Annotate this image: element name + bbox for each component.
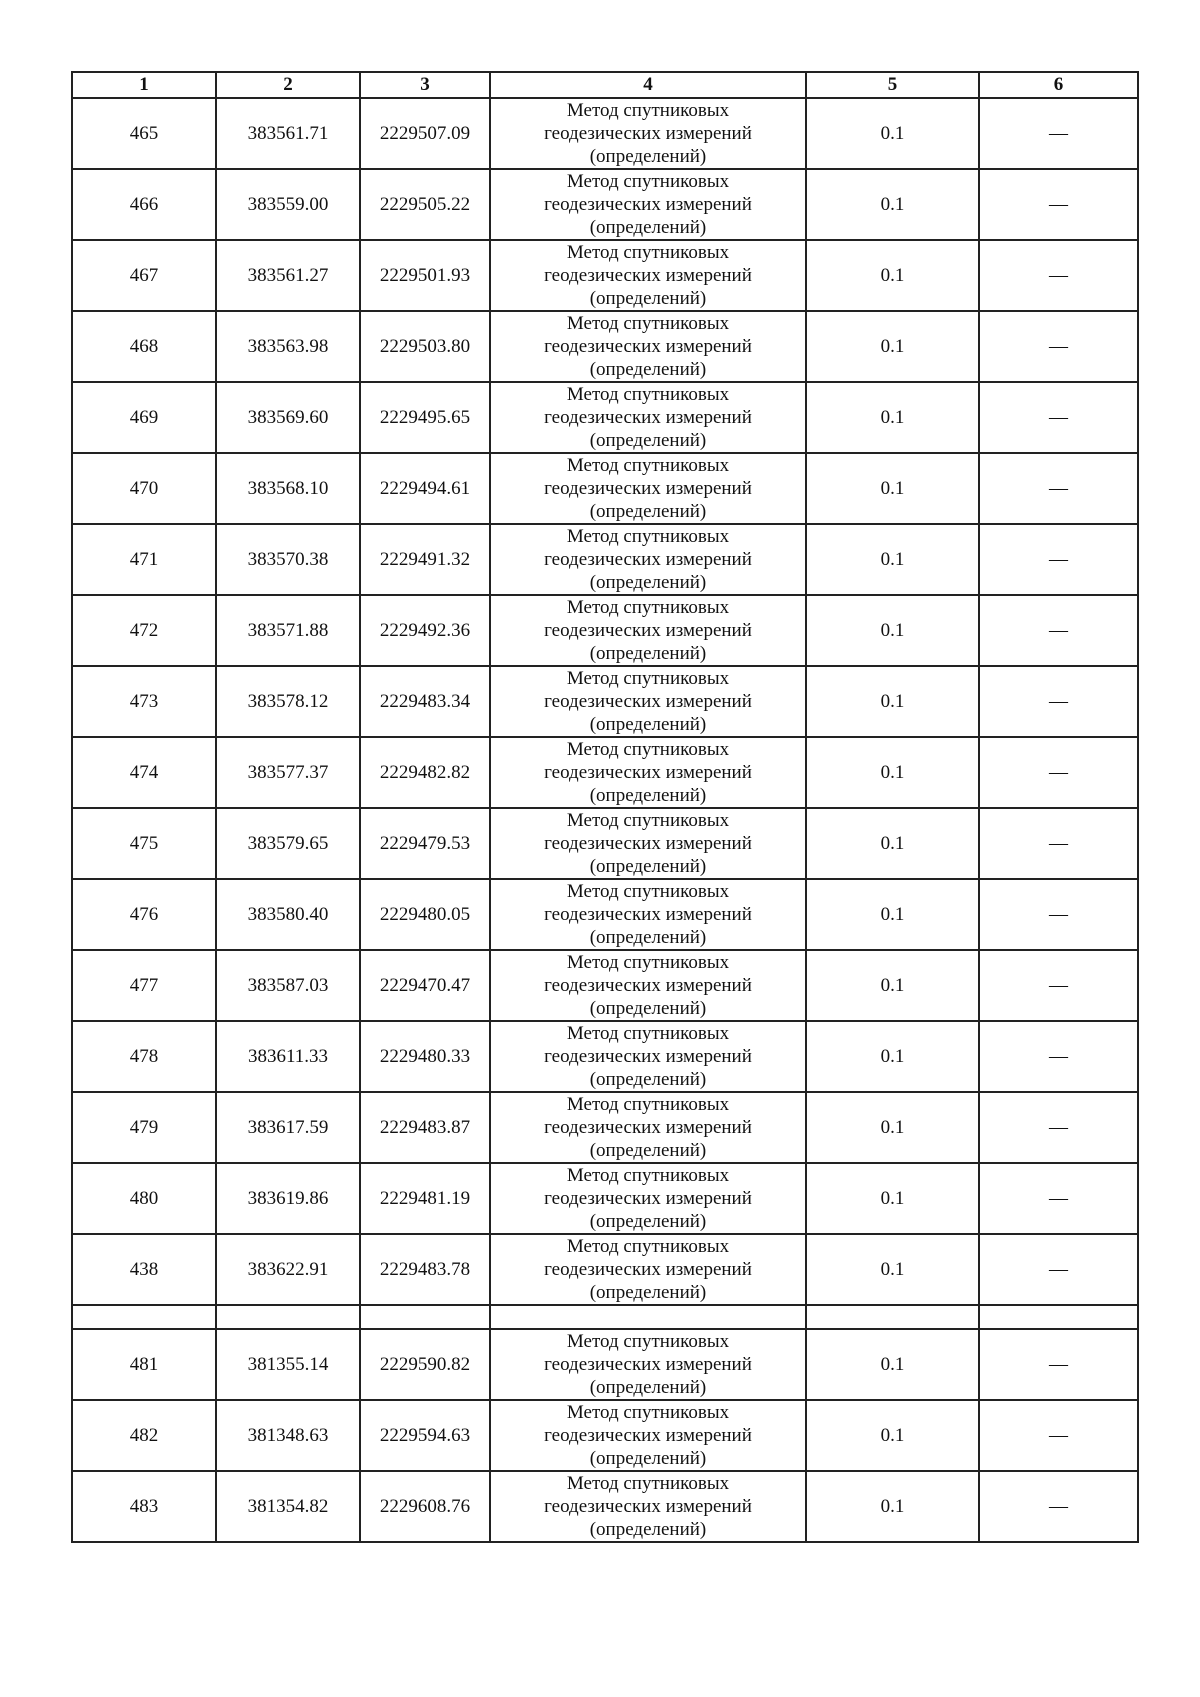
accuracy-cell: 0.1 bbox=[806, 808, 979, 879]
method-line: (определений) bbox=[589, 998, 707, 1019]
method-line: геодезических измерений bbox=[544, 1496, 752, 1517]
accuracy-cell: 0.1 bbox=[806, 950, 979, 1021]
method-line: Метод спутниковых bbox=[566, 1402, 730, 1423]
method-line: геодезических измерений bbox=[544, 194, 752, 215]
method-line: геодезических измерений bbox=[544, 691, 752, 712]
accuracy-cell: 0.1 bbox=[806, 382, 979, 453]
method-line: Метод спутниковых bbox=[566, 526, 730, 547]
accuracy-cell: 0.1 bbox=[806, 98, 979, 169]
point-number-cell: 472 bbox=[72, 595, 216, 666]
point-number-cell: 476 bbox=[72, 879, 216, 950]
note-cell: — bbox=[979, 524, 1138, 595]
y-coordinate-cell: 2229594.63 bbox=[360, 1400, 490, 1471]
method-line: Метод спутниковых bbox=[566, 384, 730, 405]
x-coordinate-cell: 383571.88 bbox=[216, 595, 360, 666]
accuracy-cell: 0.1 bbox=[806, 1021, 979, 1092]
note-cell: — bbox=[979, 595, 1138, 666]
table-row bbox=[72, 169, 1138, 240]
method-line: геодезических измерений bbox=[544, 620, 752, 641]
method-line: (определений) bbox=[589, 430, 707, 451]
x-coordinate-cell: 383577.37 bbox=[216, 737, 360, 808]
method-line: (определений) bbox=[589, 1519, 707, 1540]
method-line: Метод спутниковых bbox=[566, 171, 730, 192]
point-number-cell: 438 bbox=[72, 1234, 216, 1305]
method-line: (определений) bbox=[589, 1069, 707, 1090]
accuracy-cell: 0.1 bbox=[806, 879, 979, 950]
point-number-cell: 470 bbox=[72, 453, 216, 524]
method-line: (определений) bbox=[589, 856, 707, 877]
method-line: (определений) bbox=[589, 572, 707, 593]
note-cell: — bbox=[979, 1092, 1138, 1163]
method-cell bbox=[490, 524, 806, 595]
method-line: геодезических измерений bbox=[544, 1259, 752, 1280]
method-line: Метод спутниковых bbox=[566, 1094, 730, 1115]
empty-cell bbox=[806, 1305, 979, 1329]
method-line: Метод спутниковых bbox=[566, 597, 730, 618]
method-line: Метод спутниковых bbox=[566, 881, 730, 902]
y-coordinate-cell: 2229505.22 bbox=[360, 169, 490, 240]
table-row bbox=[72, 524, 1138, 595]
method-line: (определений) bbox=[589, 501, 707, 522]
accuracy-cell: 0.1 bbox=[806, 240, 979, 311]
method-cell bbox=[490, 1329, 806, 1400]
accuracy-cell: 0.1 bbox=[806, 1400, 979, 1471]
y-coordinate-cell: 2229503.80 bbox=[360, 311, 490, 382]
accuracy-cell: 0.1 bbox=[806, 169, 979, 240]
y-coordinate-cell: 2229501.93 bbox=[360, 240, 490, 311]
note-cell: — bbox=[979, 1234, 1138, 1305]
table-body bbox=[72, 98, 1138, 1542]
y-coordinate-cell: 2229479.53 bbox=[360, 808, 490, 879]
method-cell bbox=[490, 240, 806, 311]
method-line: (определений) bbox=[589, 359, 707, 380]
x-coordinate-cell: 383569.60 bbox=[216, 382, 360, 453]
method-line: Метод спутниковых bbox=[566, 313, 730, 334]
point-number-cell: 474 bbox=[72, 737, 216, 808]
note-cell: — bbox=[979, 453, 1138, 524]
x-coordinate-cell: 383563.98 bbox=[216, 311, 360, 382]
method-cell bbox=[490, 595, 806, 666]
method-line: Метод спутниковых bbox=[566, 1236, 730, 1257]
empty-cell bbox=[72, 1305, 216, 1329]
note-cell: — bbox=[979, 737, 1138, 808]
accuracy-cell: 0.1 bbox=[806, 737, 979, 808]
x-coordinate-cell: 383611.33 bbox=[216, 1021, 360, 1092]
table-row bbox=[72, 1092, 1138, 1163]
y-coordinate-cell: 2229494.61 bbox=[360, 453, 490, 524]
point-number-cell: 475 bbox=[72, 808, 216, 879]
empty-cell bbox=[360, 1305, 490, 1329]
method-line: геодезических измерений bbox=[544, 762, 752, 783]
method-line: геодезических измерений bbox=[544, 1046, 752, 1067]
x-coordinate-cell: 383619.86 bbox=[216, 1163, 360, 1234]
y-coordinate-cell: 2229483.34 bbox=[360, 666, 490, 737]
point-number-cell: 468 bbox=[72, 311, 216, 382]
method-line: геодезических измерений bbox=[544, 1425, 752, 1446]
y-coordinate-cell: 2229470.47 bbox=[360, 950, 490, 1021]
empty-cell bbox=[490, 1305, 806, 1329]
table-row bbox=[72, 311, 1138, 382]
method-line: (определений) bbox=[589, 1211, 707, 1232]
method-line: Метод спутниковых bbox=[566, 1473, 730, 1494]
table-row bbox=[72, 382, 1138, 453]
table-row bbox=[72, 808, 1138, 879]
x-coordinate-cell: 383578.12 bbox=[216, 666, 360, 737]
y-coordinate-cell: 2229492.36 bbox=[360, 595, 490, 666]
method-line: (определений) bbox=[589, 927, 707, 948]
accuracy-cell: 0.1 bbox=[806, 524, 979, 595]
method-line: геодезических измерений bbox=[544, 1354, 752, 1375]
header-col-5: 5 bbox=[806, 72, 979, 98]
method-line: (определений) bbox=[589, 1140, 707, 1161]
method-line: Метод спутниковых bbox=[566, 952, 730, 973]
method-line: (определений) bbox=[589, 1448, 707, 1469]
coordinates-table bbox=[71, 71, 1139, 1543]
method-line: (определений) bbox=[589, 146, 707, 167]
y-coordinate-cell: 2229608.76 bbox=[360, 1471, 490, 1542]
point-number-cell: 465 bbox=[72, 98, 216, 169]
table-row bbox=[72, 98, 1138, 169]
note-cell: — bbox=[979, 879, 1138, 950]
y-coordinate-cell: 2229480.05 bbox=[360, 879, 490, 950]
method-cell bbox=[490, 1234, 806, 1305]
empty-separator-row bbox=[72, 1305, 1138, 1329]
point-number-cell: 477 bbox=[72, 950, 216, 1021]
note-cell: — bbox=[979, 950, 1138, 1021]
method-cell bbox=[490, 1021, 806, 1092]
method-line: Метод спутниковых bbox=[566, 1023, 730, 1044]
table-row bbox=[72, 1329, 1138, 1400]
x-coordinate-cell: 383561.27 bbox=[216, 240, 360, 311]
method-line: Метод спутниковых bbox=[566, 100, 730, 121]
table-row bbox=[72, 1021, 1138, 1092]
method-cell bbox=[490, 879, 806, 950]
note-cell: — bbox=[979, 169, 1138, 240]
y-coordinate-cell: 2229495.65 bbox=[360, 382, 490, 453]
method-line: геодезических измерений bbox=[544, 123, 752, 144]
table-row bbox=[72, 240, 1138, 311]
method-line: геодезических измерений bbox=[544, 478, 752, 499]
method-cell bbox=[490, 1092, 806, 1163]
x-coordinate-cell: 383568.10 bbox=[216, 453, 360, 524]
table-row bbox=[72, 950, 1138, 1021]
method-line: Метод спутниковых bbox=[566, 1331, 730, 1352]
x-coordinate-cell: 381354.82 bbox=[216, 1471, 360, 1542]
header-col-1: 1 bbox=[72, 72, 216, 98]
method-line: геодезических измерений bbox=[544, 833, 752, 854]
accuracy-cell: 0.1 bbox=[806, 666, 979, 737]
empty-cell bbox=[216, 1305, 360, 1329]
note-cell: — bbox=[979, 311, 1138, 382]
point-number-cell: 471 bbox=[72, 524, 216, 595]
y-coordinate-cell: 2229482.82 bbox=[360, 737, 490, 808]
point-number-cell: 473 bbox=[72, 666, 216, 737]
note-cell: — bbox=[979, 240, 1138, 311]
x-coordinate-cell: 381355.14 bbox=[216, 1329, 360, 1400]
x-coordinate-cell: 383587.03 bbox=[216, 950, 360, 1021]
method-cell bbox=[490, 666, 806, 737]
y-coordinate-cell: 2229483.78 bbox=[360, 1234, 490, 1305]
table-row bbox=[72, 453, 1138, 524]
accuracy-cell: 0.1 bbox=[806, 1092, 979, 1163]
point-number-cell: 467 bbox=[72, 240, 216, 311]
table-row bbox=[72, 737, 1138, 808]
point-number-cell: 482 bbox=[72, 1400, 216, 1471]
y-coordinate-cell: 2229507.09 bbox=[360, 98, 490, 169]
method-line: (определений) bbox=[589, 1282, 707, 1303]
note-cell: — bbox=[979, 808, 1138, 879]
y-coordinate-cell: 2229483.87 bbox=[360, 1092, 490, 1163]
point-number-cell: 469 bbox=[72, 382, 216, 453]
accuracy-cell: 0.1 bbox=[806, 1163, 979, 1234]
table-row bbox=[72, 595, 1138, 666]
method-cell bbox=[490, 453, 806, 524]
method-line: геодезических измерений bbox=[544, 549, 752, 570]
method-cell bbox=[490, 1400, 806, 1471]
method-line: геодезических измерений bbox=[544, 975, 752, 996]
accuracy-cell: 0.1 bbox=[806, 1471, 979, 1542]
method-line: (определений) bbox=[589, 288, 707, 309]
point-number-cell: 483 bbox=[72, 1471, 216, 1542]
point-number-cell: 478 bbox=[72, 1021, 216, 1092]
method-line: геодезических измерений bbox=[544, 336, 752, 357]
x-coordinate-cell: 383579.65 bbox=[216, 808, 360, 879]
method-line: геодезических измерений bbox=[544, 407, 752, 428]
method-cell bbox=[490, 950, 806, 1021]
table-row bbox=[72, 1234, 1138, 1305]
table-row bbox=[72, 1400, 1138, 1471]
method-cell bbox=[490, 311, 806, 382]
note-cell: — bbox=[979, 1163, 1138, 1234]
accuracy-cell: 0.1 bbox=[806, 311, 979, 382]
y-coordinate-cell: 2229481.19 bbox=[360, 1163, 490, 1234]
method-line: (определений) bbox=[589, 217, 707, 238]
method-cell bbox=[490, 1471, 806, 1542]
note-cell: — bbox=[979, 1400, 1138, 1471]
header-col-2: 2 bbox=[216, 72, 360, 98]
x-coordinate-cell: 383561.71 bbox=[216, 98, 360, 169]
table-row bbox=[72, 879, 1138, 950]
method-cell bbox=[490, 737, 806, 808]
x-coordinate-cell: 383559.00 bbox=[216, 169, 360, 240]
note-cell: — bbox=[979, 666, 1138, 737]
x-coordinate-cell: 383580.40 bbox=[216, 879, 360, 950]
method-line: геодезических измерений bbox=[544, 1117, 752, 1138]
accuracy-cell: 0.1 bbox=[806, 1234, 979, 1305]
x-coordinate-cell: 381348.63 bbox=[216, 1400, 360, 1471]
y-coordinate-cell: 2229480.33 bbox=[360, 1021, 490, 1092]
method-line: (определений) bbox=[589, 785, 707, 806]
header-col-4: 4 bbox=[490, 72, 806, 98]
method-line: Метод спутниковых bbox=[566, 242, 730, 263]
accuracy-cell: 0.1 bbox=[806, 453, 979, 524]
x-coordinate-cell: 383570.38 bbox=[216, 524, 360, 595]
method-cell bbox=[490, 169, 806, 240]
method-cell bbox=[490, 98, 806, 169]
method-line: геодезических измерений bbox=[544, 1188, 752, 1209]
method-line: (определений) bbox=[589, 1377, 707, 1398]
method-line: Метод спутниковых bbox=[566, 810, 730, 831]
point-number-cell: 479 bbox=[72, 1092, 216, 1163]
method-cell bbox=[490, 382, 806, 453]
header-col-3: 3 bbox=[360, 72, 490, 98]
y-coordinate-cell: 2229590.82 bbox=[360, 1329, 490, 1400]
note-cell: — bbox=[979, 1471, 1138, 1542]
table-row bbox=[72, 666, 1138, 737]
note-cell: — bbox=[979, 1329, 1138, 1400]
accuracy-cell: 0.1 bbox=[806, 595, 979, 666]
empty-cell bbox=[979, 1305, 1138, 1329]
x-coordinate-cell: 383617.59 bbox=[216, 1092, 360, 1163]
method-line: Метод спутниковых bbox=[566, 455, 730, 476]
method-line: (определений) bbox=[589, 714, 707, 735]
method-cell bbox=[490, 808, 806, 879]
header-col-6: 6 bbox=[979, 72, 1138, 98]
note-cell: — bbox=[979, 382, 1138, 453]
accuracy-cell: 0.1 bbox=[806, 1329, 979, 1400]
point-number-cell: 480 bbox=[72, 1163, 216, 1234]
method-line: Метод спутниковых bbox=[566, 668, 730, 689]
note-cell: — bbox=[979, 98, 1138, 169]
point-number-cell: 466 bbox=[72, 169, 216, 240]
point-number-cell: 481 bbox=[72, 1329, 216, 1400]
table-row bbox=[72, 1163, 1138, 1234]
method-line: Метод спутниковых bbox=[566, 739, 730, 760]
note-cell: — bbox=[979, 1021, 1138, 1092]
x-coordinate-cell: 383622.91 bbox=[216, 1234, 360, 1305]
method-cell bbox=[490, 1163, 806, 1234]
method-line: (определений) bbox=[589, 643, 707, 664]
method-line: геодезических измерений bbox=[544, 904, 752, 925]
y-coordinate-cell: 2229491.32 bbox=[360, 524, 490, 595]
table-row bbox=[72, 1471, 1138, 1542]
method-line: геодезических измерений bbox=[544, 265, 752, 286]
method-line: Метод спутниковых bbox=[566, 1165, 730, 1186]
table-header-row bbox=[72, 72, 1138, 98]
